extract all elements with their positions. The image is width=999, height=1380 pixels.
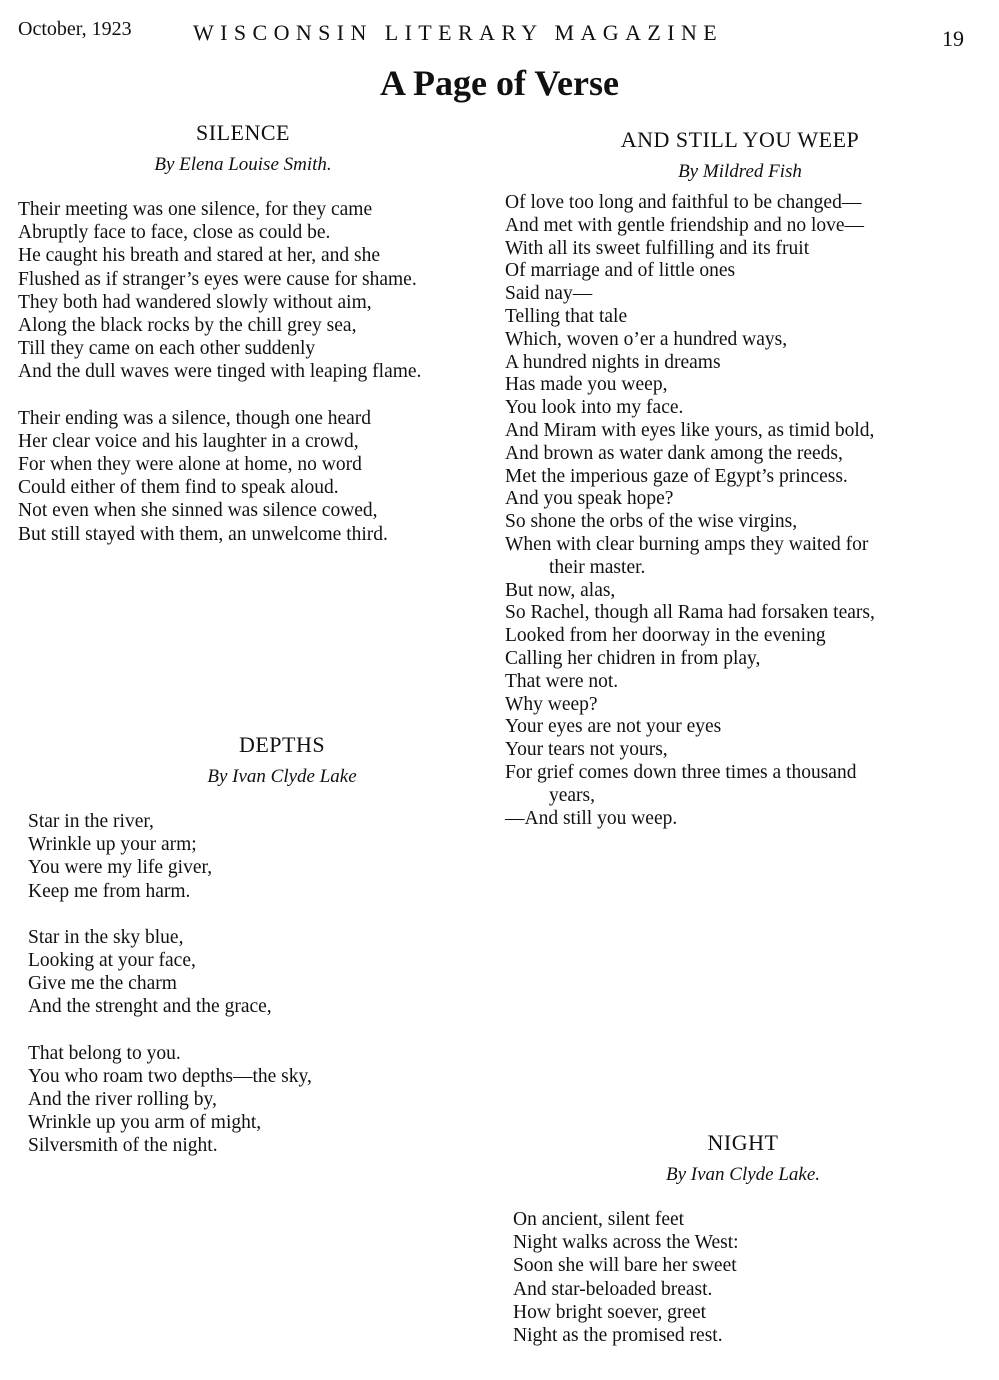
poem-and-still-you-weep <box>505 127 975 830</box>
poem-title: AND STILL YOU WEEP <box>620 127 860 152</box>
poem-line: And the strenght and the grace, <box>28 996 272 1018</box>
poem-line: With all its sweet fulfilling and its fruit <box>505 237 810 259</box>
poem-line: That belong to you. <box>28 1042 181 1064</box>
poem-line: Of marriage and of little ones <box>505 260 736 282</box>
poem-line: You were my life giver, <box>28 857 213 879</box>
poem-line: Wrinkle up your arm; <box>28 834 197 856</box>
poem-line: —And still you weep. <box>505 807 678 829</box>
poem-line: You look into my face. <box>505 397 684 419</box>
poem-line: Why weep? <box>505 693 598 715</box>
poem-line: So Rachel, though all Rama had forsaken tears, <box>505 602 875 624</box>
poem-line: Your tears not yours, <box>505 739 668 761</box>
poem-line-continuation: their master. <box>549 556 646 578</box>
poem-line: Could either of them find to speak aloud. <box>18 477 339 499</box>
poem-line: Looking at your face, <box>28 950 196 972</box>
poem-line: Keep me from harm. <box>28 880 191 902</box>
poem-line: Flushed as if stranger’s eyes were cause for shame. <box>18 268 417 290</box>
poem-line: Met the imperious gaze of Egypt’s princess. <box>505 465 848 487</box>
poem-byline: By Elena Louise Smith. <box>154 154 332 175</box>
poem-line: So shone the orbs of the wise virgins, <box>505 511 798 533</box>
poem-depths <box>28 732 468 1181</box>
poem-line: Said nay— <box>505 283 593 305</box>
poem-line: Star in the sky blue, <box>28 926 184 948</box>
poem-line: Looked from her doorway in the evening <box>505 625 826 647</box>
issue-date: October, 1923 <box>18 18 132 40</box>
poem-body <box>18 198 488 546</box>
poem-line: Your eyes are not your eyes <box>505 716 722 738</box>
poem-line: Which, woven o’er a hundred ways, <box>505 328 788 350</box>
running-header <box>0 18 999 58</box>
poem-title: SILENCE <box>196 120 290 145</box>
poem-byline: By Mildred Fish <box>678 161 802 182</box>
poem-line: For grief comes down three times a thousand <box>505 761 857 783</box>
poem-byline: By Ivan Clyde Lake. <box>665 1164 821 1185</box>
poem-line: He caught his breath and stared at her, and she <box>18 245 380 267</box>
poem-line: And Miram with eyes like yours, as timid bold, <box>505 419 875 441</box>
poem-line: Wrinkle up you arm of might, <box>28 1112 262 1134</box>
poem-body <box>505 192 975 830</box>
poem-line: Calling her chidren in from play, <box>505 647 761 669</box>
poem-line: And met with gentle friendship and no love— <box>505 214 865 236</box>
poem-line: You who roam two depths—the sky, <box>28 1065 312 1087</box>
poem-night <box>513 1130 953 1370</box>
poem-line: Till they came on each other suddenly <box>18 338 316 360</box>
poem-line: Star in the river, <box>28 811 154 832</box>
poem-line: That were not. <box>505 670 619 692</box>
poem-line: Not even when she sinned was silence cowed, <box>18 500 378 522</box>
poem-line: Night as the promised rest. <box>513 1325 723 1347</box>
poem-line: Abruptly face to face, close as could be. <box>18 222 331 244</box>
page-title: A Page of Verse <box>380 63 619 103</box>
stanza <box>28 1042 468 1158</box>
poem-line: Their meeting was one silence, for they came <box>18 199 373 220</box>
poem-line: How bright soever, greet <box>513 1301 707 1323</box>
page-number: 19 <box>942 26 964 51</box>
stanza <box>28 926 468 1019</box>
poem-line-continuation: years, <box>549 784 596 806</box>
stanza <box>18 198 488 384</box>
poem-line: And star-beloaded breast. <box>513 1278 713 1300</box>
poem-line: Night walks across the West: <box>513 1232 739 1254</box>
poem-line: A hundred nights in dreams <box>505 351 721 373</box>
poem-line: Her clear voice and his laughter in a crowd, <box>18 430 359 452</box>
poem-title: NIGHT <box>707 1130 779 1155</box>
poem-line: And brown as water dank among the reeds, <box>505 442 843 464</box>
magazine-name: WISCONSIN LITERARY MAGAZINE <box>193 20 724 45</box>
poem-line: On ancient, silent feet <box>513 1209 685 1230</box>
poem-line: Soon she will bare her sweet <box>513 1255 737 1277</box>
poem-byline: By Ivan Clyde Lake <box>207 766 357 787</box>
poem-line: Along the black rocks by the chill grey sea, <box>18 315 357 337</box>
poem-line: They both had wandered slowly without aim, <box>18 291 372 313</box>
poem-title: DEPTHS <box>238 732 326 757</box>
poem-line: But now, alas, <box>505 579 616 601</box>
poem-line: Their ending was a silence, though one heard <box>18 407 372 429</box>
poem-line: And the dull waves were tinged with leaping flame. <box>18 361 422 383</box>
poem-body <box>513 1208 953 1347</box>
poem-line: Of love too long and faithful to be changed— <box>505 192 862 213</box>
poem-line: When with clear burning amps they waited for <box>505 533 869 555</box>
stanza <box>18 407 488 546</box>
stanza <box>513 1208 953 1347</box>
stanza <box>28 810 468 903</box>
poem-silence <box>18 120 488 569</box>
poem-line: For when they were alone at home, no word <box>18 454 362 476</box>
poem-line: Give me the charm <box>28 973 177 995</box>
poem-body <box>28 810 468 1158</box>
poem-line: Telling that tale <box>505 305 628 327</box>
poem-line: Has made you weep, <box>505 374 668 396</box>
poem-line: And the river rolling by, <box>28 1089 217 1111</box>
poem-line: But still stayed with them, an unwelcome third. <box>18 523 388 545</box>
poem-line: Silversmith of the night. <box>28 1135 218 1157</box>
poem-line: And you speak hope? <box>505 488 674 510</box>
